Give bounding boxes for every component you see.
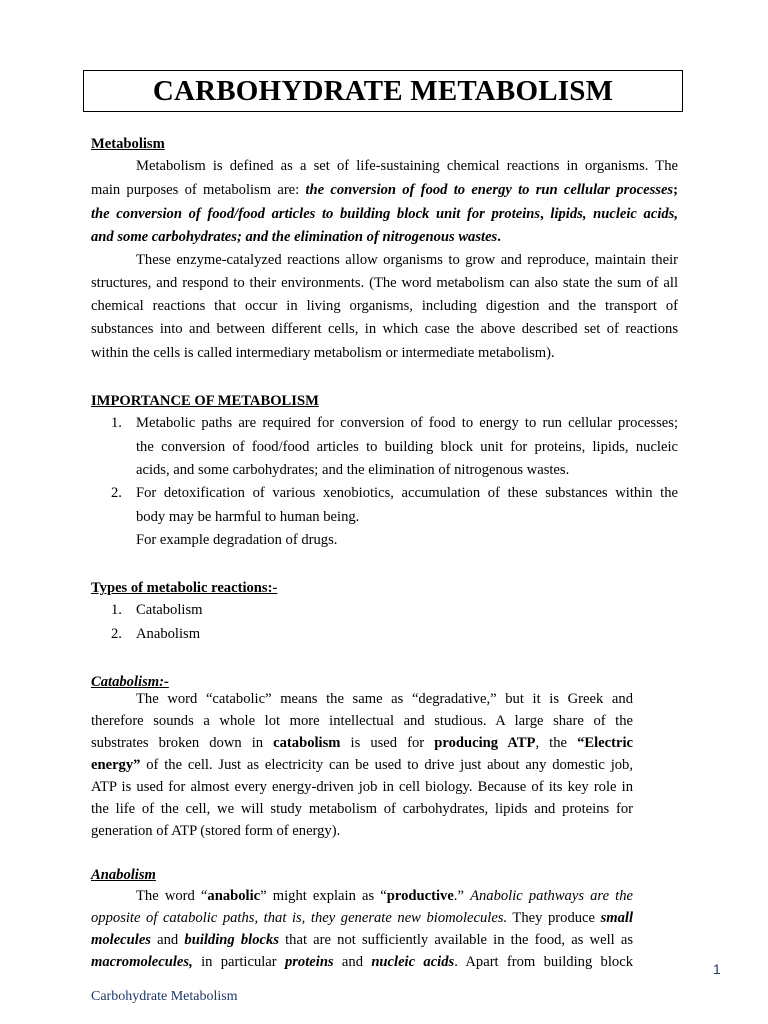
page-number: 1 (713, 961, 721, 977)
paragraph-line: ATP is used for almost every energy-driven job in cell biology. Because of its key role in (91, 779, 633, 795)
list-item-line: Catabolism (136, 602, 203, 618)
section-heading-importance: IMPORTANCE OF METABOLISM (91, 393, 319, 409)
paragraph-line: opposite of catabolic paths, that is, they generate new biomolecules. They produce small (91, 910, 633, 926)
paragraph-line: main purposes of metabolism are: the conversion of food to energy to run cellular processes; (91, 182, 678, 198)
section-heading-anabolism: Anabolism (91, 867, 156, 883)
paragraph-line: macromolecules, in particular proteins and nucleic acids. Apart from building block (91, 954, 633, 970)
paragraph-line: substrates broken down in catabolism is used for producing ATP, the “Electric (91, 735, 633, 751)
paragraph-line: the life of the cell, we will study metabolism of carbohydrates, lipids and proteins for (91, 801, 633, 817)
paragraph-line: molecules and building blocks that are not sufficiently available in the food, as well as (91, 932, 633, 948)
paragraph-line: These enzyme-catalyzed reactions allow organisms to grow and reproduce, maintain their (136, 252, 678, 268)
list-number: 1. (111, 602, 122, 618)
paragraph-line: substances into and between different cells, in which case the above described set of reactions (91, 321, 678, 337)
list-item-line: Metabolic paths are required for conversion of food to energy to run cellular processes; (136, 415, 678, 431)
list-item-line: Anabolism (136, 626, 201, 642)
section-heading-types: Types of metabolic reactions:- (91, 580, 278, 596)
paragraph-line: Metabolism is defined as a set of life-sustaining chemical reactions in organisms. The (136, 158, 678, 174)
paragraph-line: structures, and respond to their environments. (The word metabolism can also state the sum of all (91, 275, 678, 291)
list-item-line: For detoxification of various xenobiotics, accumulation of these substances within the (136, 485, 678, 501)
list-number: 1. (111, 415, 122, 431)
list-item-line: body may be harmful to human being. (136, 509, 360, 525)
paragraph-line: energy” of the cell. Just as electricity can be used to drive just about any domestic job, (91, 757, 633, 773)
page-title: CARBOHYDRATE METABOLISM (83, 70, 683, 112)
paragraph-line: chemical reactions that occur in living organisms, including digestion and the transport of (91, 298, 678, 314)
section-heading-catabolism: Catabolism:- (91, 674, 169, 690)
paragraph-line: The word “catabolic” means the same as “degradative,” but it is Greek and (136, 691, 633, 707)
list-item-line: For example degradation of drugs. (136, 532, 338, 548)
paragraph-line: The word “anabolic” might explain as “productive.” Anabolic pathways are the (136, 888, 633, 904)
paragraph-line: therefore sounds a whole lot more intellectual and studious. A large share of the (91, 713, 633, 729)
section-heading-metabolism: Metabolism (91, 136, 165, 152)
list-item-line: the conversion of food/food articles to building block unit for proteins, lipids, nucleic (136, 439, 678, 455)
paragraph-line: and some carbohydrates; and the elimination of nitrogenous wastes. (91, 229, 501, 245)
paragraph-line: within the cells is called intermediary metabolism or intermediate metabolism). (91, 345, 555, 361)
list-number: 2. (111, 485, 122, 501)
list-item-line: acids, and some carbohydrates; and the elimination of nitrogenous wastes. (136, 462, 570, 478)
footer: Carbohydrate Metabolism (91, 989, 238, 1004)
paragraph-line: the conversion of food/food articles to building block unit for proteins, lipids, nucleic acids, (91, 206, 678, 222)
list-number: 2. (111, 626, 122, 642)
paragraph-line: generation of ATP (stored form of energy). (91, 823, 341, 839)
